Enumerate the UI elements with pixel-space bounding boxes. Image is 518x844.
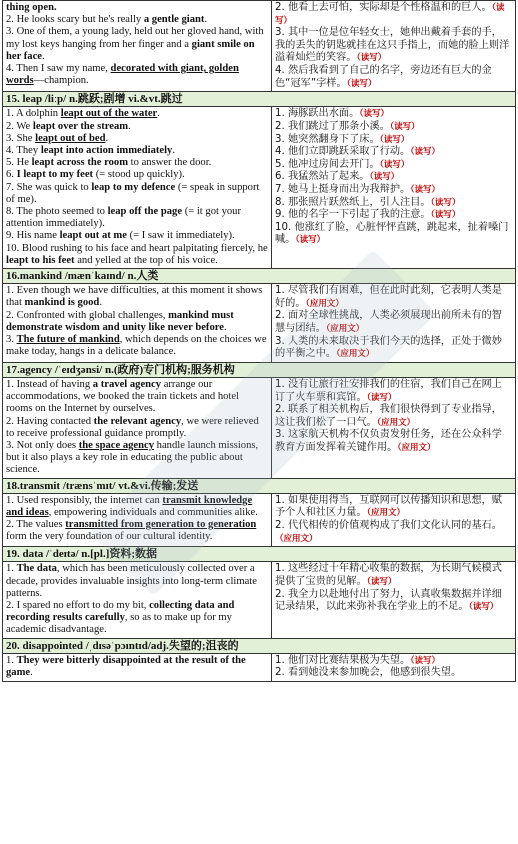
chinese-sentence [275,146,512,159]
sentence-text: (= I saw it immediately). [126,230,235,242]
translation-text: 1. 没有让旅行社安排我们的住宿，我们自己在网上订了火车票和宾馆。 [275,378,502,403]
english-sentence [6,182,268,206]
english-sentence [6,334,268,358]
sentence-text: , which depends on the choices we make today, hangs in a delicate balance. [6,334,267,358]
chinese-translations [272,1,516,92]
chinese-sentence [275,184,512,197]
english-examples [3,107,272,269]
english-sentence [6,206,268,230]
chinese-translations [272,493,516,546]
sentence-text: 3. Not only does [6,439,79,451]
translation-text: 1. 如果使用得当，互联网可以传播知识和思想，赋予个人和社区力量。 [275,494,502,519]
entry-header-row [3,269,516,284]
entry-headword: 18.transmit /trænsˈmɪt/ vt.&vi.传输;发送 [3,478,516,493]
chinese-sentence [275,336,512,361]
english-sentence [6,145,268,157]
sentence-text: 10. Blood rushing to his face and heart palpitating fiercely, he [6,242,268,254]
translation-text: 3. 人类的未来取决于我们今天的选择，正处于微妙的平衡之中。 [275,335,502,360]
entry-row [3,284,516,363]
english-examples [3,1,272,92]
usage-tag: （应用文） [397,442,436,453]
english-examples [3,284,272,363]
translation-text: 2. 我们跳过了那条小溪。 [275,120,390,132]
chinese-sentence [275,495,512,520]
sentence-text: , we were relieved to receive professional guidance promptly. [6,415,259,439]
translation-text: 3. 她突然翻身下了床。 [275,133,380,145]
usage-tag: （应用文） [275,533,318,544]
translation-text: 8. 那张照片跃然纸上，引人注目。 [275,196,431,208]
chinese-sentence [275,404,512,429]
usage-tag: （读写） [410,655,440,666]
english-sentence [6,243,268,267]
translation-text: 2. 面对全球性挑战，人类必须展现出前所未有的智慧与团结。 [275,310,502,334]
translation-text: 2. 我全力以赴地付出了努力，认真收集数据并详细记录结果，以此来弥补我在学业上的不足。 [275,588,502,613]
english-sentence [6,26,268,63]
translation-text: 2. 联系了相关机构后，我们很快得到了专业指导，这让我们松了一口气。 [275,404,502,428]
key-phrase: transmit knowledge and ideas [6,494,253,518]
chinese-sentence [275,379,512,404]
sentence-text: handle launch missions, but it also plays a key role in educating the public about science. [6,439,259,476]
chinese-sentence [275,655,512,668]
english-sentence [6,157,268,169]
sentence-text: . [128,120,131,132]
chinese-sentence [275,310,512,335]
translation-text: 7. 她马上挺身而出为我辩护。 [275,183,411,195]
usage-tag: （应用文） [376,417,416,428]
usage-tag: （读写） [366,392,397,403]
usage-tag: （读写） [275,3,505,26]
usage-tag: （读写） [369,172,400,183]
usage-tag: （读写） [430,197,461,208]
english-sentence [6,416,268,440]
key-phrase: collecting data and recording results carefully [6,599,235,624]
english-sentence [6,285,268,309]
vocabulary-table-body [3,1,516,682]
key-phrase: a travel agency [92,378,162,390]
sentence-text: 6. [6,169,17,181]
sentence-text: 9. His name [6,230,60,242]
chinese-sentence [275,285,512,310]
chinese-sentence [275,429,512,454]
translation-text: 10. 他涨红了脸，心脏怦怦直跳，跳起来，扯着嗓门喊。 [275,221,509,246]
usage-tag: （应用文） [366,508,405,519]
entry-header-row [3,92,516,107]
sentence-text: (= it got your attention immediately). [6,205,242,230]
english-sentence [6,169,268,181]
sentence-text: 5. He [6,157,32,169]
sentence-text: arrange our accommodations, we booked the train tickets and hotel rooms on the Internet by ourselves. [6,378,239,415]
english-sentence [6,63,268,87]
key-phrase: leapt over the stream [32,120,129,132]
entry-row [3,562,516,638]
english-sentence [6,655,268,679]
sentence-text: 3. [6,334,17,346]
english-sentence [6,519,268,543]
chinese-translations [272,284,516,363]
key-phrase: mankind is good [24,297,100,309]
chinese-sentence [275,667,512,680]
entry-row [3,107,516,269]
key-phrase: a gentle giant [143,14,205,26]
key-phrase: leapt into action immediately [40,144,173,156]
key-phrase: decorated with giant, golden words [6,63,239,87]
chinese-translations [272,562,516,638]
english-sentence [6,230,268,242]
translation-text: 2. 代代相传的价值观构成了我们文化认同的基石。 [275,519,502,531]
entry-row [3,1,516,92]
sentence-text: 1. [6,563,17,575]
sentence-text: . [105,132,109,144]
translation-text: 9. 他的名字一下引起了我的注意。 [275,209,431,221]
translation-text: 3. 这家航天机构不仅负责发射任务，还在公众科学教育方面发挥着关键作用。 [275,429,502,453]
key-phrase: leapt out at me [59,230,127,242]
usage-tag: （应用文） [336,349,375,360]
sentence-text: . [157,108,160,120]
key-phrase: the relevant agency [93,415,182,427]
english-sentence [6,121,268,133]
entry-headword: 16.mankind /mænˈkaɪnd/ n.人类 [3,269,516,284]
sentence-text: 1. Even though we have difficulties, at this moment it shows that [6,285,263,309]
chinese-translations [272,653,516,681]
chinese-translations [272,107,516,269]
translation-text: 1. 他们对比赛结果极为失望。 [275,654,411,666]
english-examples [3,562,272,638]
sentence-text: to answer the door. [128,157,212,169]
translation-text: 3. 其中一位是位年轻女士，她伸出戴着手套的手，我的丢失的钥匙就挂在这只手指上，而她的脸上则洋溢着灿烂的笑容。 [275,27,510,64]
sentence-text: , so as to make up for my academic disadvantage. [6,612,232,636]
sentence-text: 3. She [6,132,36,144]
usage-tag: （读写） [430,210,461,221]
sentence-text: 1. A dolphin [6,108,61,120]
usage-tag: （读写） [410,147,440,158]
entry-header-row [3,362,516,377]
chinese-sentence [275,563,512,588]
sentence-text: 2. We [6,120,33,132]
sentence-text: . [172,144,176,156]
usage-tag: （读写） [366,576,397,587]
usage-tag: （读写） [379,159,410,170]
translation-text: 1. 这些经过十年精心收集的数据，为长期气候模式提供了宝贵的见解。 [275,563,502,587]
sentence-text: form the very foundation of our cultural identity. [6,531,213,543]
key-phrase: leapt to his feet [6,254,75,266]
translation-text: 5. 他冲过房间去开门。 [275,158,380,170]
sentence-text: 2. Having contacted [6,415,94,427]
chinese-sentence [275,222,512,247]
sentence-text: and yelled at the top of his voice. [74,254,218,266]
english-sentence [6,133,268,145]
chinese-sentence [275,134,512,147]
chinese-sentence [275,65,512,90]
usage-tag: （读写） [295,235,326,246]
key-phrase: I leapt to my feet [16,169,94,181]
chinese-sentence [275,171,512,184]
english-sentence [6,563,268,600]
key-phrase: leapt across the room [31,157,129,169]
entry-headword: 19. data /ˈdeɪtə/ n.[pl.]资料;数据 [3,547,516,562]
sentence-text: 1. [6,654,17,666]
key-phrase: the space agency [78,439,155,451]
sentence-text: 2. The values [6,519,66,531]
sentence-text: (= stood up quickly). [93,169,185,181]
chinese-sentence [275,209,512,222]
sentence-text: 4. They [6,144,41,156]
key-phrase: giant smile on her face [6,38,255,62]
entry-headword: 17.agency /ˈeɪdʒənsi/ n.(政府)专门机构;服务机构 [3,362,516,377]
translation-text: 2. 他看上去可怕，实际却是个性格温和的巨人。 [275,2,492,13]
english-sentence [6,108,268,120]
english-examples [3,493,272,546]
sentence-text: 1. Used responsibly, the internet can [6,494,163,506]
sentence-text: . [223,321,227,333]
usage-tag: （应用文） [325,323,365,334]
sentence-text: —champion. [33,75,89,87]
translation-text: 4. 然后我看到了自己的名字，旁边还有巨大的金色“冠军”字样。 [275,64,492,89]
chinese-sentence [275,520,512,545]
translation-text: 4. 他们立即跳跃采取了行动。 [275,146,411,158]
key-phrase: The future of mankind [16,334,120,346]
sentence-text: . [41,50,45,62]
sentence-text: , which has been meticulously collected over a decade, provides invaluable insights into long-term climate patterns. [6,563,257,599]
english-sentence [6,379,268,416]
usage-tag: （应用文） [305,298,344,309]
key-phrase: The data [16,563,57,575]
english-sentence [6,310,268,334]
sentence-text: (= speak in support of me). [6,181,260,205]
entry-header-row [3,638,516,653]
entry-row [3,653,516,681]
chinese-sentence [275,2,512,27]
key-phrase: thing open. [6,2,57,13]
sentence-text: . [99,297,102,309]
entry-headword: 20. disappointed /ˌdɪsəˈpɔɪntɪd/adj.失望的;沮丧的 [3,638,516,653]
chinese-sentence [275,197,512,210]
entry-header-row [3,547,516,562]
key-phrase: leap to my defence [91,181,176,193]
english-sentence [6,600,268,637]
sentence-text: . [204,14,208,26]
translation-text: 1. 海豚跃出水面。 [275,108,360,120]
chinese-sentence [275,27,512,65]
english-examples [3,377,272,478]
sentence-text: 3. One of them, a young lady, held out her gloved hand, with my lost keys hanging from her finger and a [6,26,264,50]
translation-text: 1. 尽管我们有困难，但在此时此刻，它表明人类是好的。 [275,285,502,309]
key-phrase: leapt out of the water [60,108,158,120]
chinese-sentence [275,589,512,614]
sentence-text: , empowering individuals and communities alike. [48,507,258,518]
chinese-sentence [275,121,512,134]
translation-text: 6. 我猛然站了起来。 [275,171,370,183]
chinese-sentence [275,108,512,121]
sentence-text: 4. Then I saw my name, [6,63,111,75]
usage-tag: （读写） [356,53,387,64]
key-phrase: transmitted from generation to generation [65,519,257,531]
usage-tag: （读写） [359,109,390,120]
key-phrase: leapt out of bed [35,132,106,144]
translation-text: 2. 看到她没来参加晚会，他感到很失望。 [275,667,462,679]
sentence-text: 1. Instead of having [6,378,93,390]
chinese-translations [272,377,516,478]
sentence-text: . [30,667,33,678]
sentence-text: 2. I spared no effort to do my bit, [6,599,150,611]
english-examples [3,653,272,681]
entry-row [3,493,516,546]
usage-tag: （读写） [379,134,410,145]
english-sentence [6,14,268,26]
entry-headword: 15. leap /liːp/ n.跳跃;剧增 vi.&vt.跳过 [3,92,516,107]
key-phrase: They were bitterly disappointed at the result of the game [6,654,246,678]
english-sentence [6,2,268,14]
sentence-text: 2. Confronted with global challenges, [6,309,169,321]
chinese-sentence [275,159,512,172]
usage-tag: （读写） [468,602,499,613]
english-sentence [6,440,268,477]
english-sentence [6,495,268,519]
sentence-text: 7. She was quick to [6,181,92,193]
usage-tag: （读写） [346,78,377,89]
key-phrase: leap off the page [107,205,183,217]
key-phrase: mankind must demonstrate wisdom and unity like never before [6,309,234,333]
usage-tag: （读写） [389,121,420,132]
entry-header-row [3,478,516,493]
sentence-text: 2. He looks scary but he's really [6,14,144,26]
sentence-text: 8. The photo seemed to [6,205,108,217]
entry-row [3,377,516,478]
vocabulary-table [2,0,516,682]
usage-tag: （读写） [410,184,440,195]
